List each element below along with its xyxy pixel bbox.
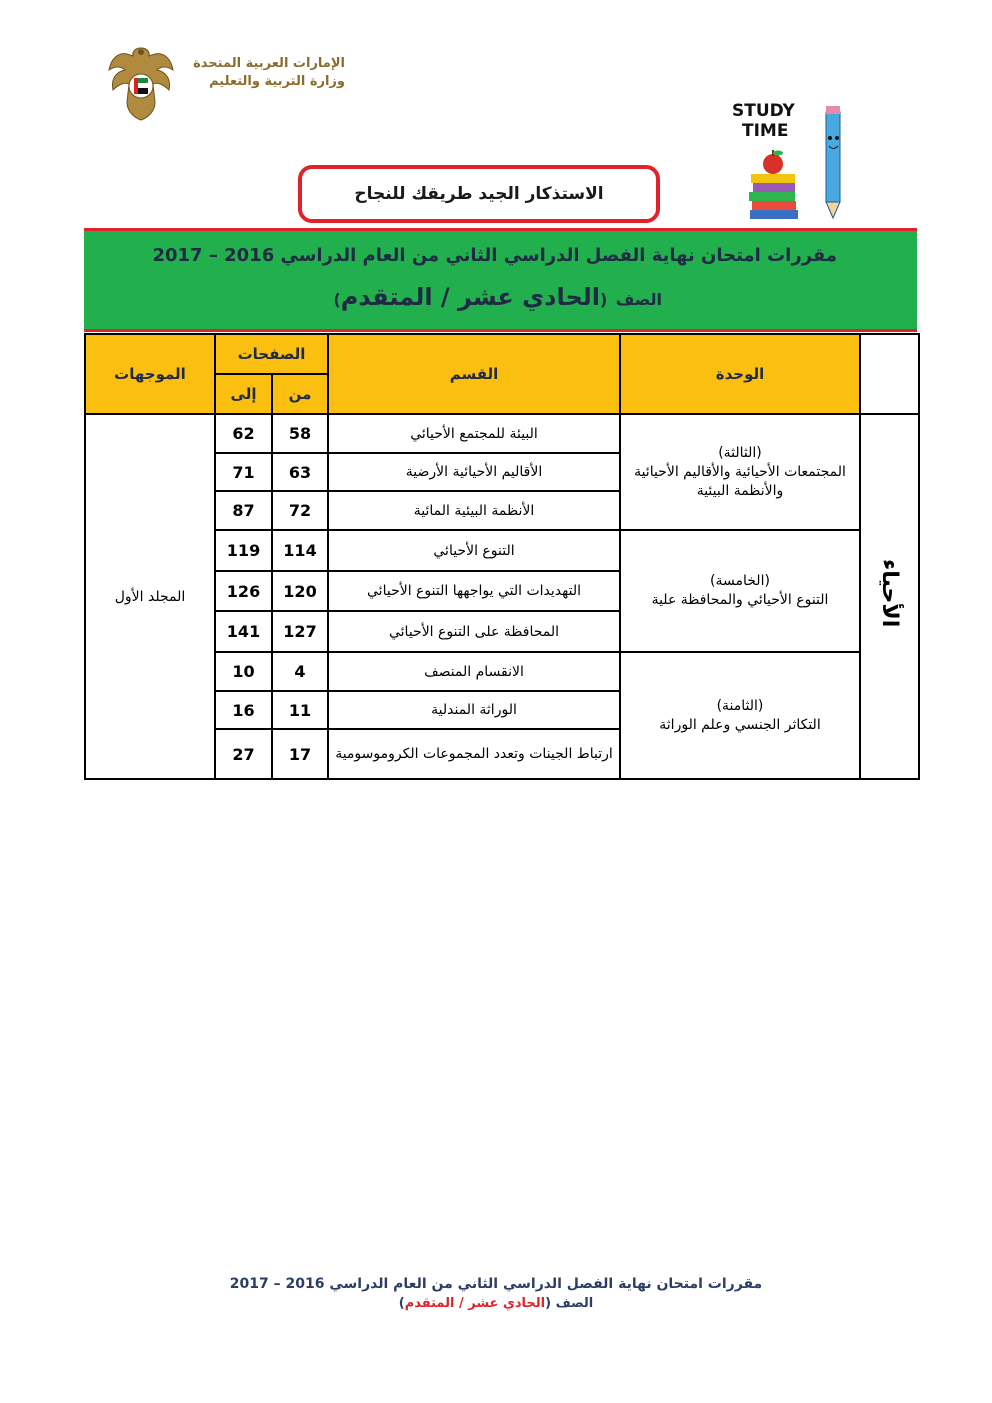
page-from-cell: 72	[272, 491, 328, 530]
subject-name: الأحياء	[877, 559, 902, 628]
section-cell: ارتباط الجينات وتعدد المجموعات الكروموسومية	[328, 729, 620, 779]
grade-close-paren: )	[333, 290, 341, 309]
section-cell: الانقسام المنصف	[328, 652, 620, 691]
pencil-icon	[826, 106, 840, 218]
apple-icon	[763, 150, 783, 174]
section-cell: الوراثة المندلية	[328, 691, 620, 729]
unit-cell	[620, 414, 860, 530]
exam-title: مقررات امتحان نهاية الفصل الدراسي الثاني من العام الدراسي 2016 – 2017	[152, 245, 837, 266]
title-banner	[84, 228, 917, 332]
page-to-cell: 71	[215, 453, 272, 491]
section-cell: البيئة للمجتمع الأحيائي	[328, 414, 620, 453]
section-cell: المحافظة على التنوع الأحيائي	[328, 611, 620, 652]
study-logo-text: STUDY	[732, 101, 795, 121]
page-from-cell: 120	[272, 571, 328, 611]
page-to-cell: 119	[215, 530, 272, 571]
unit-title: التكاثر الجنسي وعلم الوراثة	[659, 716, 821, 733]
from-header: من	[272, 374, 328, 414]
unit-cell	[620, 530, 860, 652]
footer-title: مقررات امتحان نهاية الفصل الدراسي الثاني من العام الدراسي 2016 – 2017	[229, 1276, 763, 1292]
unit-title: المجتمعات الأحيائية والأقاليم الأحيائية والأنظمة البيئية	[634, 463, 846, 499]
page-from-cell: 114	[272, 530, 328, 571]
grade-prefix: الصف	[615, 290, 662, 309]
unit-number: (الخامسة)	[710, 573, 770, 589]
uae-emblem-logo	[105, 42, 177, 122]
exam-table	[84, 333, 920, 780]
study-time-illustration	[728, 98, 856, 223]
section-header: القسم	[328, 334, 620, 414]
country-name: الإمارات العربية المتحدة	[193, 56, 345, 71]
page-from-cell: 11	[272, 691, 328, 729]
unit-title: التنوع الأحيائي والمحافظة علية	[651, 592, 829, 608]
footer-close-paren: )	[398, 1296, 405, 1311]
footer-open-paren: (	[545, 1296, 552, 1311]
footer-grade	[0, 1296, 992, 1311]
grade-open-paren: (	[600, 290, 608, 309]
section-cell: الأقاليم الأحيائية الأرضية	[328, 453, 620, 491]
grade-name: الحادي عشر / المتقدم	[340, 283, 601, 311]
page-to-cell: 141	[215, 611, 272, 652]
guides-header: الموجهات	[85, 334, 215, 414]
pages-header: الصفحات	[215, 334, 328, 374]
unit-cell	[620, 652, 860, 779]
motto-box: الاستذكار الجيد طريقك للنجاح	[298, 165, 660, 223]
page-from-cell: 4	[272, 652, 328, 691]
unit-number: (الثامنة)	[716, 697, 764, 714]
page-from-cell: 17	[272, 729, 328, 779]
page-to-cell: 10	[215, 652, 272, 691]
section-cell: التهديدات التي يواجهها التنوع الأحيائي	[328, 571, 620, 611]
books-icon	[749, 174, 798, 219]
page-to-cell: 87	[215, 491, 272, 530]
section-cell: الأنظمة البيئية المائية	[328, 491, 620, 530]
page-from-cell: 63	[272, 453, 328, 491]
page-from-cell: 58	[272, 414, 328, 453]
grade-title	[333, 283, 662, 311]
page-to-cell: 16	[215, 691, 272, 729]
time-logo-text: TIME	[742, 121, 789, 141]
ministry-name	[180, 55, 345, 91]
footer-grade-prefix: الصف	[555, 1296, 594, 1311]
table-row	[85, 414, 919, 453]
footer-grade-name: الحادي عشر / المتقدم	[404, 1296, 546, 1311]
guide-cell: المجلد الأول	[85, 414, 215, 779]
subject-header	[860, 334, 919, 414]
ministry-title: وزارة التربية والتعليم	[209, 74, 345, 89]
subject-cell	[860, 414, 919, 779]
page-from-cell: 127	[272, 611, 328, 652]
section-cell: التنوع الأحيائي	[328, 530, 620, 571]
page-to-cell: 27	[215, 729, 272, 779]
page-footer	[0, 1276, 992, 1311]
page-to-cell: 126	[215, 571, 272, 611]
unit-header: الوحدة	[620, 334, 860, 414]
unit-number: (الثالثة)	[718, 444, 762, 461]
to-header: إلى	[215, 374, 272, 414]
page-to-cell: 62	[215, 414, 272, 453]
